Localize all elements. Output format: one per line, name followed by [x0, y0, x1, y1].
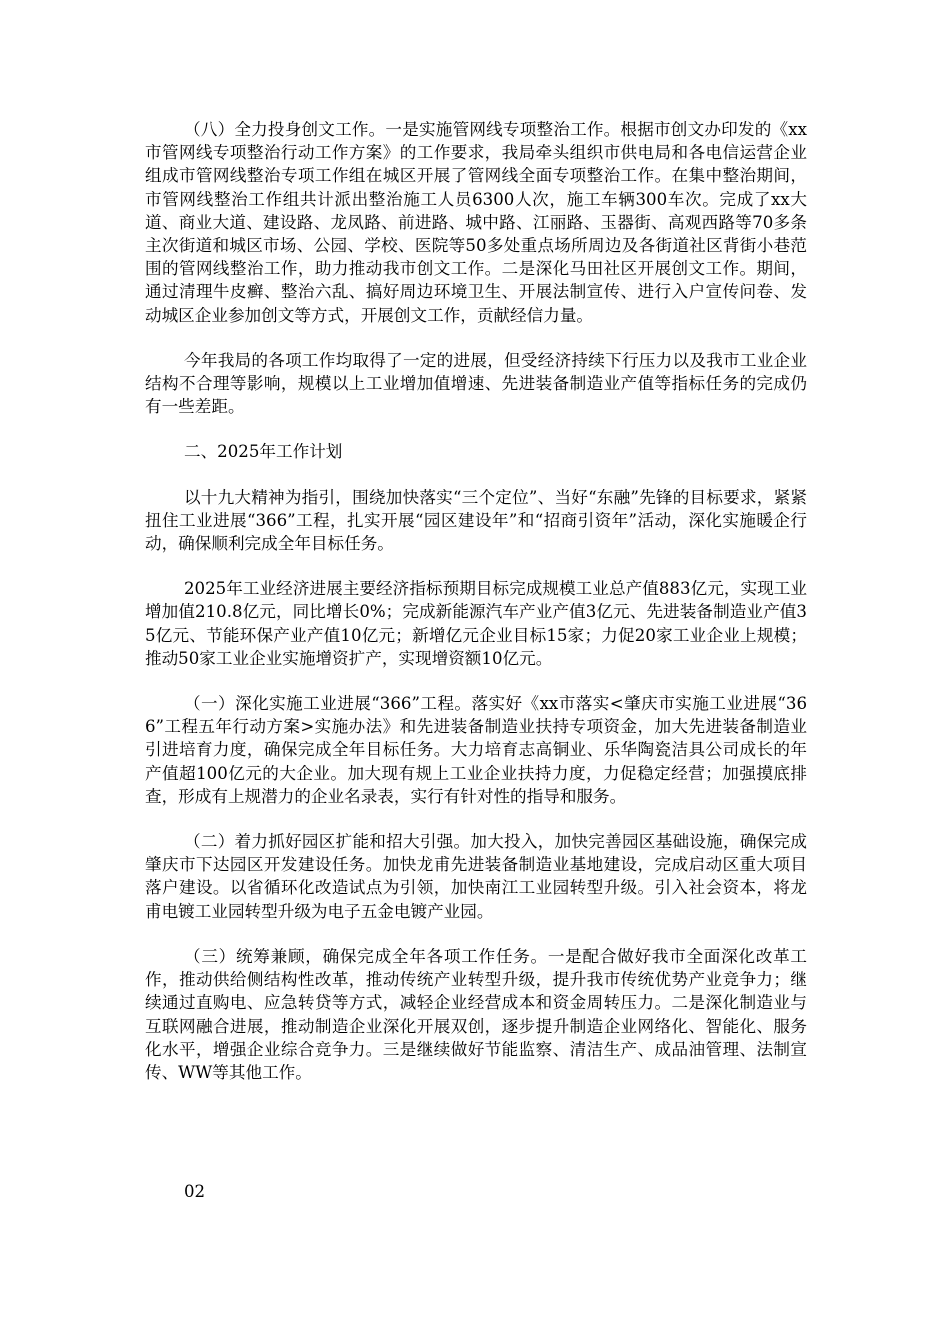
paragraph-guiding-principle: 以十九大精神为指引，围绕加快落实“三个定位”、当好“东融”先锋的目标要求，紧紧扭住工业进展“366”工程，扎实开展“园区建设年”和“招商引资年”活动，深化实施暖企行动，确保顺利完成全年目标任务。	[145, 487, 807, 554]
section-heading-work-plan: 二、2025年工作计划	[184, 442, 343, 462]
paragraph-item-two: （二）着力抓好园区扩能和招大引强。加大投入，加快完善园区基础设施，确保完成肇庆市下达园区开发建设任务。加快龙甫先进装备制造业基地建设，完成启动区重大项目落户建设。以省循环化改造试点为引领，加快南江工业园转型升级。引入社会资本，将龙甫电镀工业园转型升级为电子五金电镀产业园。	[145, 832, 807, 921]
paragraph-campaign-work: （八）全力投身创文工作。一是实施管网线专项整治工作。根据市创文办印发的《xx市管网线专项整治行动工作方案》的工作要求，我局牵头组织市供电局和各电信运营企业组成市管网线整治专项工作组在城区开展了管网线全面专项整治工作。在集中整治期间，市管网线整治工作组共计派出整治施工人员6300人次，施工车辆300车次。完成了xx大道、商业大道、建设路、龙凤路、前进路、城中路、江丽路、玉器街、高观西路等70多条主次街道和城区市场、公园、学校、医院等50多处重点场所周边及各街道社区背街小巷范围的管网线整治工作，助力推动我市创文工作。二是深化马田社区开展创文工作。期间，通过清理牛皮癣、整治六乱、搞好周边环境卫生、开展法制宣传、进行入户宣传问卷、发动城区企业参加创文等方式，开展创文工作，贡献经信力量。	[145, 120, 807, 325]
page-number: 02	[184, 1182, 206, 1201]
document-body	[145, 118, 807, 1106]
paragraph-item-three: （三）统筹兼顾，确保完成全年各项工作任务。一是配合做好我市全面深化改革工作，推动供给侧结构性改革，推动传统产业转型升级，提升我市传统优势产业竞争力；继续通过直购电、应急转贷等方式，减轻企业经营成本和资金周转压力。二是深化制造业与互联网融合进展，推动制造企业深化开展双创，逐步提升制造企业网络化、智能化、服务化水平，增强企业综合竞争力。三是继续做好节能监察、清洁生产、成品油管理、法制宣传、WW等其他工作。	[145, 946, 807, 1082]
paragraph-progress-summary: 今年我局的各项工作均取得了一定的进展，但受经济持续下行压力以及我市工业企业结构不合理等影响，规模以上工业增加值增速、先进装备制造业产值等指标任务的完成仍有一些差距。	[145, 350, 807, 417]
paragraph-economic-targets: 2025年工业经济进展主要经济指标预期目标完成规模工业总产值883亿元，实现工业增加值210.8亿元，同比增长0%；完成新能源汽车产业产值3亿元、先进装备制造业产值35亿元、节能环保产业产值10亿元；新增亿元企业目标15家；力促20家工业企业上规模；推动50家工业企业实施增资扩产，实现增资额10亿元。	[145, 579, 807, 668]
paragraph-item-one: （一）深化实施工业进展“366”工程。落实好《xx市落实<肇庆市实施工业进展“366”工程五年行动方案>实施办法》和先进装备制造业扶持专项资金，加大先进装备制造业引进培育力度，确保完成全年目标任务。大力培育志高铜业、乐华陶瓷洁具公司成长的年产值超100亿元的大企业。加大现有规上工业企业扶持力度，力促稳定经营；加强摸底排查，形成有上规潜力的企业名录表，实行有针对性的指导和服务。	[145, 694, 807, 806]
